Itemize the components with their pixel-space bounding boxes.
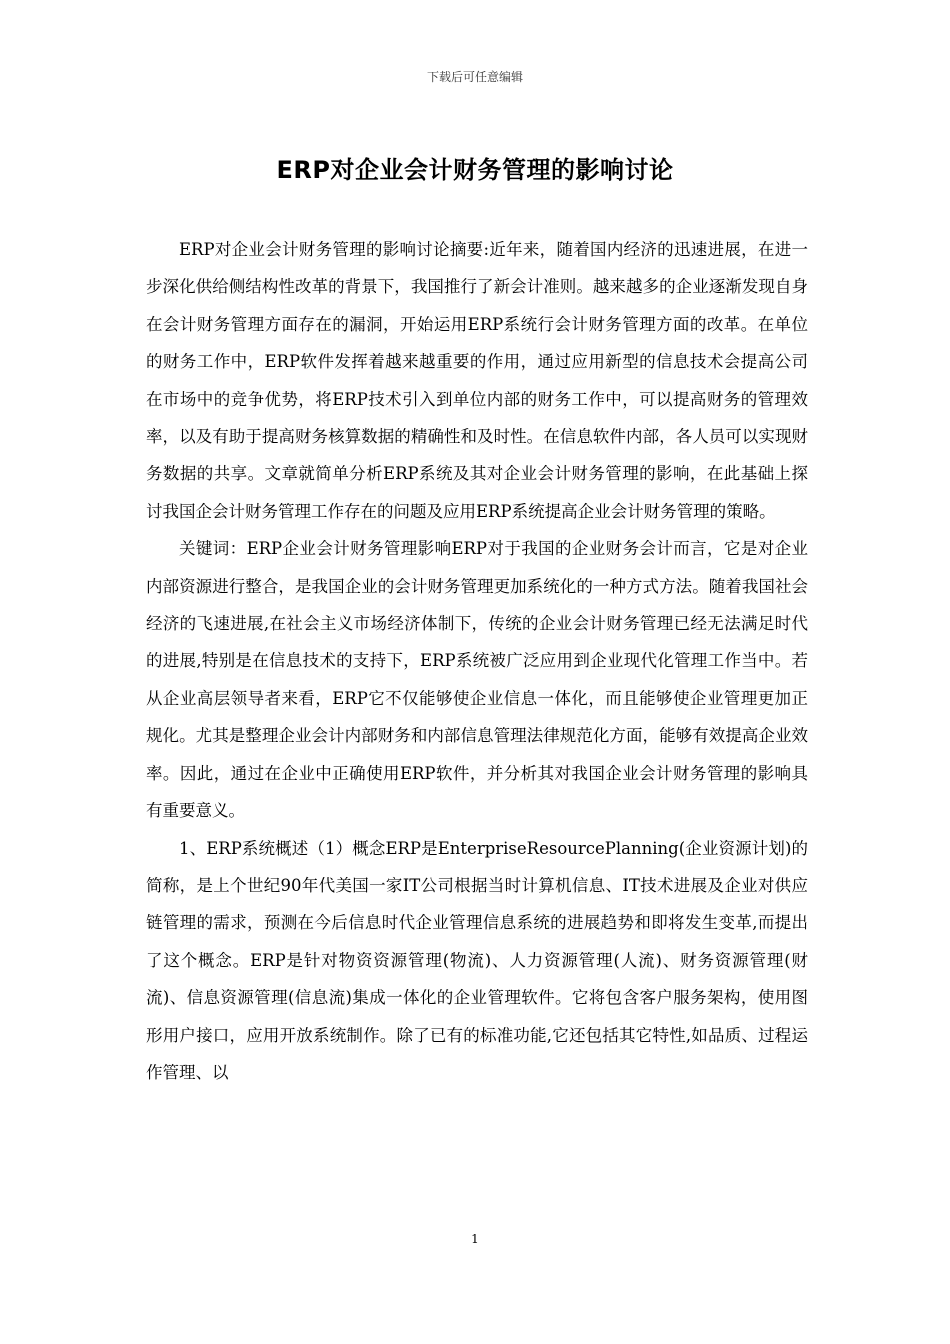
page-number: 1 bbox=[471, 1232, 479, 1246]
document-body bbox=[146, 231, 808, 1091]
paragraph-keywords: 关键词：ERP企业会计财务管理影响ERP对于我国的企业财务会计而言，它是对企业内部资源进行整合，是我国企业的会计财务管理更加系统化的一种方式方法。随着我国社会经济的飞速进展,在社会主义市场经济体制下，传统的企业会计财务管理已经无法满足时代的进展,特别是在信息技术的支持下，ERP系统被广泛应用到企业现代化管理工作当中。若从企业高层领导者来看，ERP它不仅能够使企业信息一体化，而且能够使企业管理更加正规化。尤其是整理企业会计内部财务和内部信息管理法律规范化方面，能够有效提高企业效率。因此，通过在企业中正确使用ERP软件，并分析其对我国企业会计财务管理的影响具有重要意义。 bbox=[146, 539, 808, 821]
document-title: ERP对企业会计财务管理的影响讨论 bbox=[276, 156, 674, 184]
paragraph-abstract: ERP对企业会计财务管理的影响讨论摘要:近年来，随着国内经济的迅速进展，在进一步深化供给侧结构性改革的背景下，我国推行了新会计准则。越来越多的企业逐渐发现自身在会计财务管理方面存在的漏洞，开始运用ERP系统行会计财务管理方面的改革。在单位的财务工作中，ERP软件发挥着越来越重要的作用，通过应用新型的信息技术会提高公司在市场中的竞争优势，将ERP技术引入到单位内部的财务工作中，可以提高财务的管理效率，以及有助于提高财务核算数据的精确性和及时性。在信息软件内部，各人员可以实现财务数据的共享。文章就简单分析ERP系统及其对企业会计财务管理的影响，在此基础上探讨我国企会计财务管理工作存在的问题及应用ERP系统提高企业会计财务管理的策略。 bbox=[146, 240, 808, 521]
page-header: 下载后可任意编辑 bbox=[426, 70, 523, 84]
paragraph-section-1: 1、ERP系统概述（1）概念ERP是EnterpriseResourcePlanning(企业资源计划)的简称，是上个世纪90年代美国一家IT公司根据当时计算机信息、IT技术进展及企业对供应链管理的需求，预测在今后信息时代企业管理信息系统的进展趋势和即将发生变革,而提出了这个概念。ERP是针对物资资源管理(物流)、人力资源管理(人流)、财务资源管理(财流)、信息资源管理(信息流)集成一体化的企业管理软件。它将包含客户服务架构，使用图形用户接口，应用开放系统制作。除了已有的标准功能,它还包括其它特性,如品质、过程运作管理、以 bbox=[146, 838, 808, 1082]
